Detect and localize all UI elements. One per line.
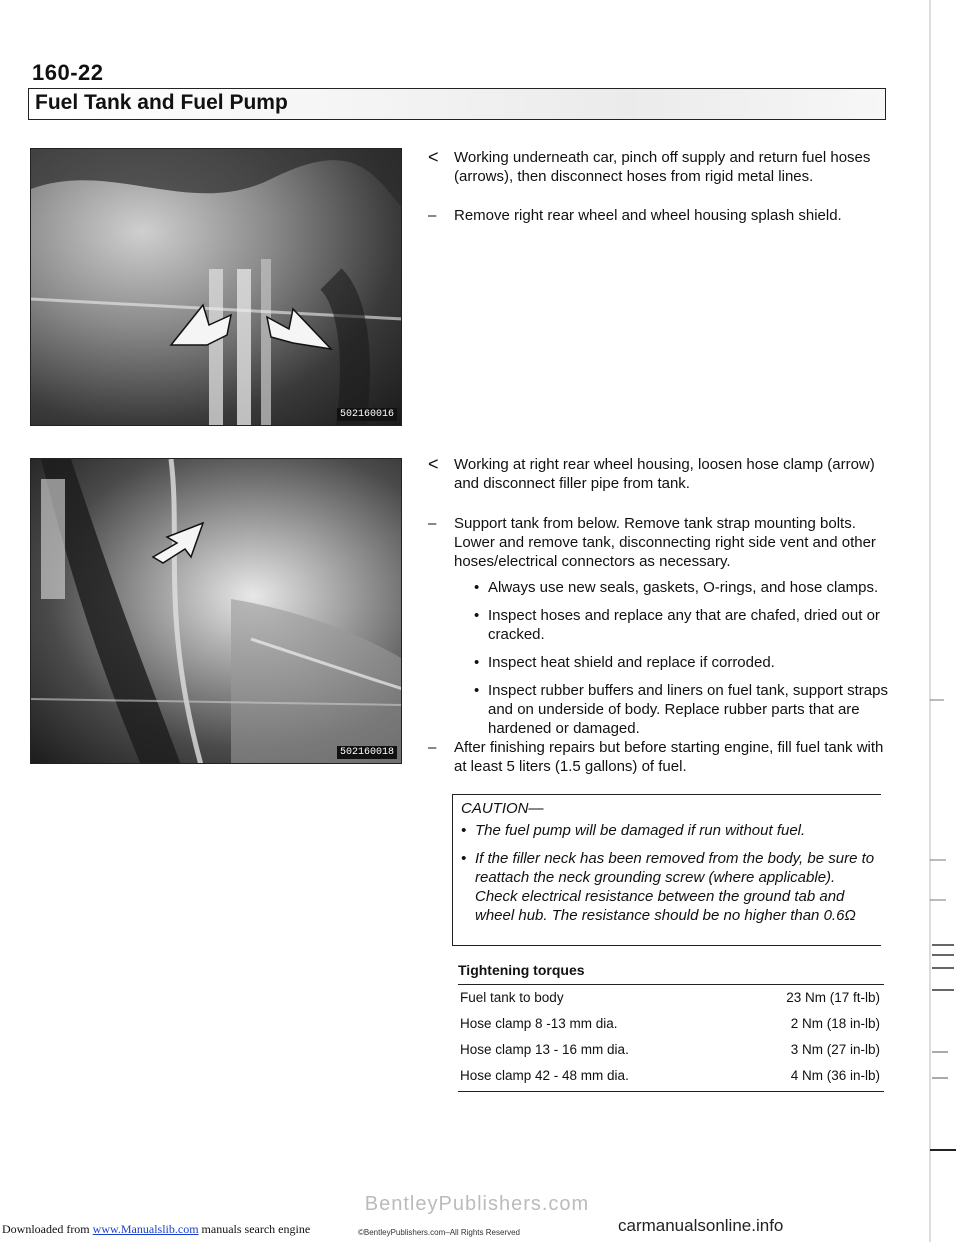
inspection-bullets — [474, 578, 888, 747]
publisher-watermark: BentleyPublishers.com — [364, 1193, 590, 1215]
bullet-item: • Inspect rubber buffers and liners on fuel tank, support straps and on underside of body. Replace rubber parts that are hardened or damaged. — [474, 681, 888, 738]
torque-item: Fuel tank to body — [460, 990, 564, 1005]
table-row — [458, 1011, 884, 1037]
table-row — [458, 1063, 884, 1089]
torque-heading: Tightening torques — [458, 962, 884, 985]
torque-item: Hose clamp 8 -13 mm dia. — [460, 1016, 618, 1031]
photo-fuel-hoses-graphic — [31, 149, 402, 426]
step-text: Working underneath car, pinch off supply and return fuel hoses (arrows), then disconnect hoses from rigid metal lines. — [454, 149, 871, 185]
step-text: Support tank from below. Remove tank strap mounting bolts. Lower and remove tank, disconnecting right side vent and other hoses/electrical connectors as necessary. — [454, 515, 876, 570]
caution-item: • If the filler neck has been removed from the body, be sure to reattach the neck grounding screw (where applicable). Check electrical resistance between the ground tab and wheel hub. The resistance should be no higher than 0.6Ω — [461, 849, 875, 925]
section-title-bar — [28, 88, 886, 120]
torque-item: Hose clamp 42 - 48 mm dia. — [460, 1068, 629, 1083]
page-edge-marks — [924, 0, 960, 1242]
photo-filler-pipe-graphic — [31, 459, 402, 764]
table-row — [458, 1037, 884, 1063]
torque-value: 23 Nm (17 ft-lb) — [786, 990, 880, 1005]
download-suffix: manuals search engine — [201, 1222, 311, 1236]
bullet-item: • Inspect hoses and replace any that are chafed, dried out or cracked. — [474, 606, 888, 644]
caution-label: CAUTION— — [461, 800, 544, 817]
manualslib-link[interactable]: www.Manualslib.com — [92, 1222, 199, 1236]
step-text: Remove right rear wheel and wheel housing splash shield. — [454, 207, 842, 224]
photo-filler-pipe — [30, 458, 402, 764]
figure-pointer-icon: < — [428, 147, 439, 167]
section-title: Fuel Tank and Fuel Pump — [35, 91, 288, 114]
page-number: 160-22 — [32, 60, 104, 85]
torque-value: 4 Nm (36 in-lb) — [790, 1068, 880, 1083]
copyright-line: ©BentleyPublishers.com–All Rights Reserved — [358, 1228, 520, 1237]
dash-marker: – — [428, 207, 437, 224]
bullet-item: • Always use new seals, gaskets, O-rings, and hose clamps. — [474, 578, 888, 597]
torque-value: 2 Nm (18 in-lb) — [790, 1016, 880, 1031]
step-item — [428, 455, 888, 493]
download-notice — [2, 1222, 310, 1237]
step-item — [428, 206, 888, 225]
figure-code: 502160016 — [337, 408, 397, 421]
step-item — [428, 738, 888, 776]
photo-fuel-hoses — [30, 148, 402, 426]
table-row — [458, 985, 884, 1011]
figure-code: 502160018 — [337, 746, 397, 759]
dash-marker: – — [428, 739, 437, 756]
caution-item: • The fuel pump will be damaged if run without fuel. — [461, 821, 885, 840]
bullet-item: • Inspect heat shield and replace if corroded. — [474, 653, 888, 672]
step-item — [428, 514, 888, 571]
torque-value: 3 Nm (27 in-lb) — [790, 1042, 880, 1057]
step-text: After finishing repairs but before starting engine, fill fuel tank with at least 5 liters (1.5 gallons) of fuel. — [454, 739, 884, 775]
dash-marker: – — [428, 515, 437, 532]
site-watermark: carmanualsonline.info — [618, 1216, 784, 1235]
step-item — [428, 148, 888, 186]
step-text: Working at right rear wheel housing, loosen hose clamp (arrow) and disconnect filler pipe from tank. — [454, 456, 875, 492]
caution-box — [452, 794, 881, 946]
arrow-icon — [153, 523, 203, 563]
download-prefix: Downloaded from — [2, 1222, 90, 1236]
torque-item: Hose clamp 13 - 16 mm dia. — [460, 1042, 629, 1057]
table-bottom-rule — [458, 1091, 884, 1092]
torque-table — [458, 962, 884, 1092]
figure-pointer-icon: < — [428, 454, 439, 474]
